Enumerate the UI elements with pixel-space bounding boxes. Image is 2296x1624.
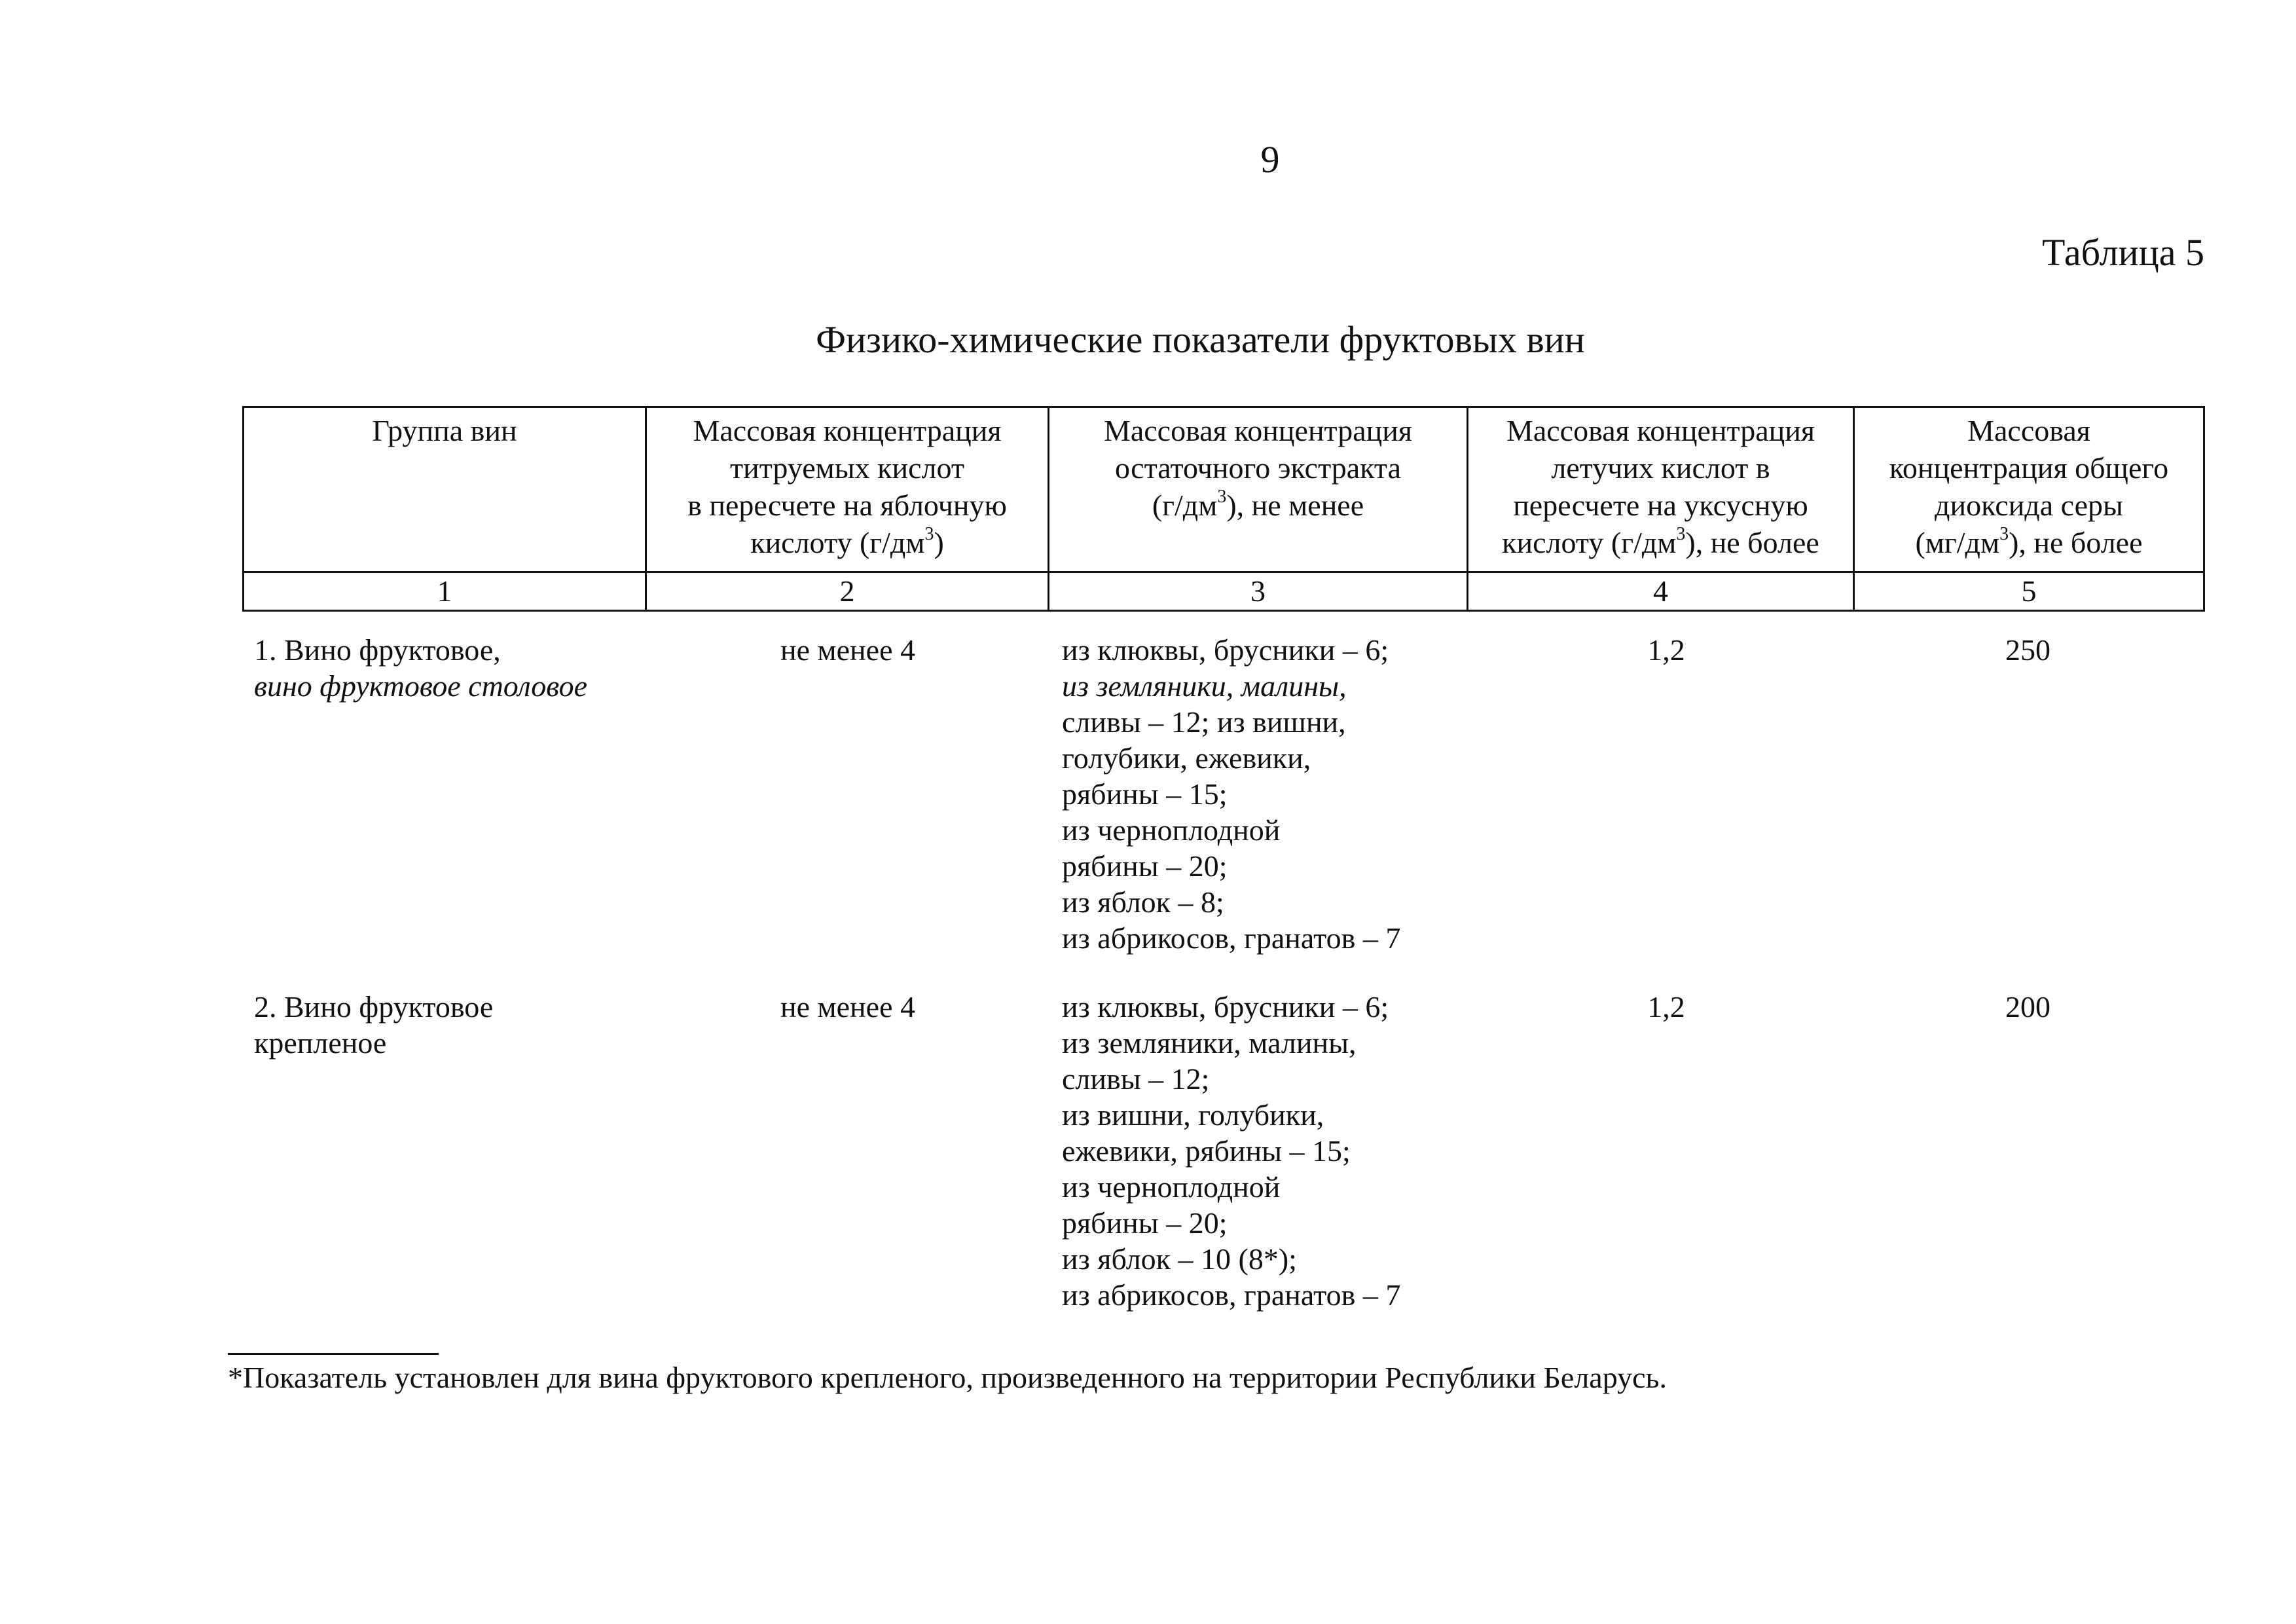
column-number: 4 [1468, 572, 1854, 611]
extract-line: сливы – 12; из вишни, [1062, 705, 1346, 739]
extract-line: из черноплодной [1062, 813, 1281, 847]
cell-sulfur-dioxide: 200 [2005, 990, 2050, 1024]
group-name: 2. Вино фруктовое [254, 990, 494, 1024]
page-number: 9 [1260, 138, 1280, 181]
header-text: ) [934, 526, 944, 559]
cell-titratable-acids: не менее 4 [780, 633, 915, 667]
table-title: Физико-химические показатели фруктовых вин [816, 318, 1585, 361]
extract-line: из яблок – 8; [1062, 885, 1224, 919]
cell-group [254, 632, 640, 704]
extract-line: из абрикосов, гранатов – 7 [1062, 921, 1401, 955]
header-text: кислоту (г/дм [1502, 526, 1677, 559]
extract-line: из черноплодной [1062, 1170, 1281, 1204]
cell-titratable-acids: не менее 4 [780, 990, 915, 1024]
header-text: летучих кислот в [1551, 451, 1770, 485]
extract-line: из вишни, голубики, [1062, 1098, 1324, 1132]
extract-line: сливы – 12; [1062, 1062, 1210, 1096]
table-label: Таблица 5 [2041, 231, 2204, 274]
header-text: ), не более [2009, 526, 2143, 559]
column-number-row [244, 572, 2204, 611]
superscript: 3 [1217, 486, 1227, 507]
extract-line: из яблок – 10 (8*); [1062, 1242, 1297, 1276]
column-number: 1 [244, 572, 646, 611]
extract-line: из клюквы, брусники – 6; [1062, 633, 1389, 667]
cell-sulfur-dioxide: 250 [2005, 633, 2050, 667]
header-text: в пересчете на яблочную [687, 489, 1007, 522]
header-row [244, 407, 2204, 572]
header-text: пересчете на уксусную [1513, 489, 1808, 522]
group-name: крепленое [254, 1026, 387, 1060]
extract-line: из абрикосов, гранатов – 7 [1062, 1278, 1401, 1312]
header-text: Группа вин [372, 414, 517, 447]
group-name-italic: вино фруктовое столовое [254, 669, 588, 703]
cell-volatile-acids: 1,2 [1647, 990, 1685, 1024]
cell-volatile-acids: 1,2 [1647, 633, 1685, 667]
superscript: 3 [924, 523, 934, 544]
header-text: ), не более [1685, 526, 1819, 559]
column-header-sulfur-dioxide [1854, 407, 2204, 572]
cell-group [254, 989, 640, 1061]
header-text: ), не менее [1226, 489, 1364, 522]
header-text: концентрация общего [1889, 451, 2169, 485]
header-text: (г/дм [1152, 489, 1218, 522]
cell-residual-extract [1062, 989, 1481, 1313]
extract-line: из клюквы, брусники – 6; [1062, 990, 1389, 1024]
header-text: Массовая концентрация [1506, 414, 1815, 447]
header-text: диоксида серы [1935, 489, 2123, 522]
column-number: 3 [1049, 572, 1468, 611]
header-text: остаточного экстракта [1115, 451, 1401, 485]
extract-line: рябины – 20; [1062, 849, 1228, 883]
group-name: 1. Вино фруктовое, [254, 633, 501, 667]
cell-residual-extract [1062, 632, 1481, 956]
footnote-divider [228, 1353, 439, 1355]
extract-line: ежевики, рябины – 15; [1062, 1134, 1351, 1168]
column-number: 2 [646, 572, 1049, 611]
column-header-volatile-acids [1468, 407, 1854, 572]
extract-line: рябины – 15; [1062, 777, 1228, 811]
header-text: кислоту (г/дм [750, 526, 925, 559]
table-header [242, 406, 2205, 612]
extract-line: из земляники, малины, [1062, 669, 1347, 703]
header-text: Массовая концентрация [1103, 414, 1413, 447]
column-number: 5 [1854, 572, 2204, 611]
footnote: *Показатель установлен для вина фруктового крепленого, произведенного на территории Республики Беларусь. [228, 1361, 1667, 1394]
extract-line: голубики, ежевики, [1062, 741, 1311, 775]
column-header-titratable-acids [646, 407, 1049, 572]
superscript: 3 [1999, 523, 2009, 544]
header-text: Массовая концентрация [693, 414, 1002, 447]
column-header-group [244, 407, 646, 572]
superscript: 3 [1676, 523, 1686, 544]
header-text: (мг/дм [1915, 526, 2000, 559]
header-text: Массовая [1967, 414, 2090, 447]
column-header-residual-extract [1049, 407, 1468, 572]
extract-line: из земляники, малины, [1062, 1026, 1357, 1060]
header-text: титруемых кислот [730, 451, 964, 485]
extract-line: рябины – 20; [1062, 1206, 1228, 1240]
